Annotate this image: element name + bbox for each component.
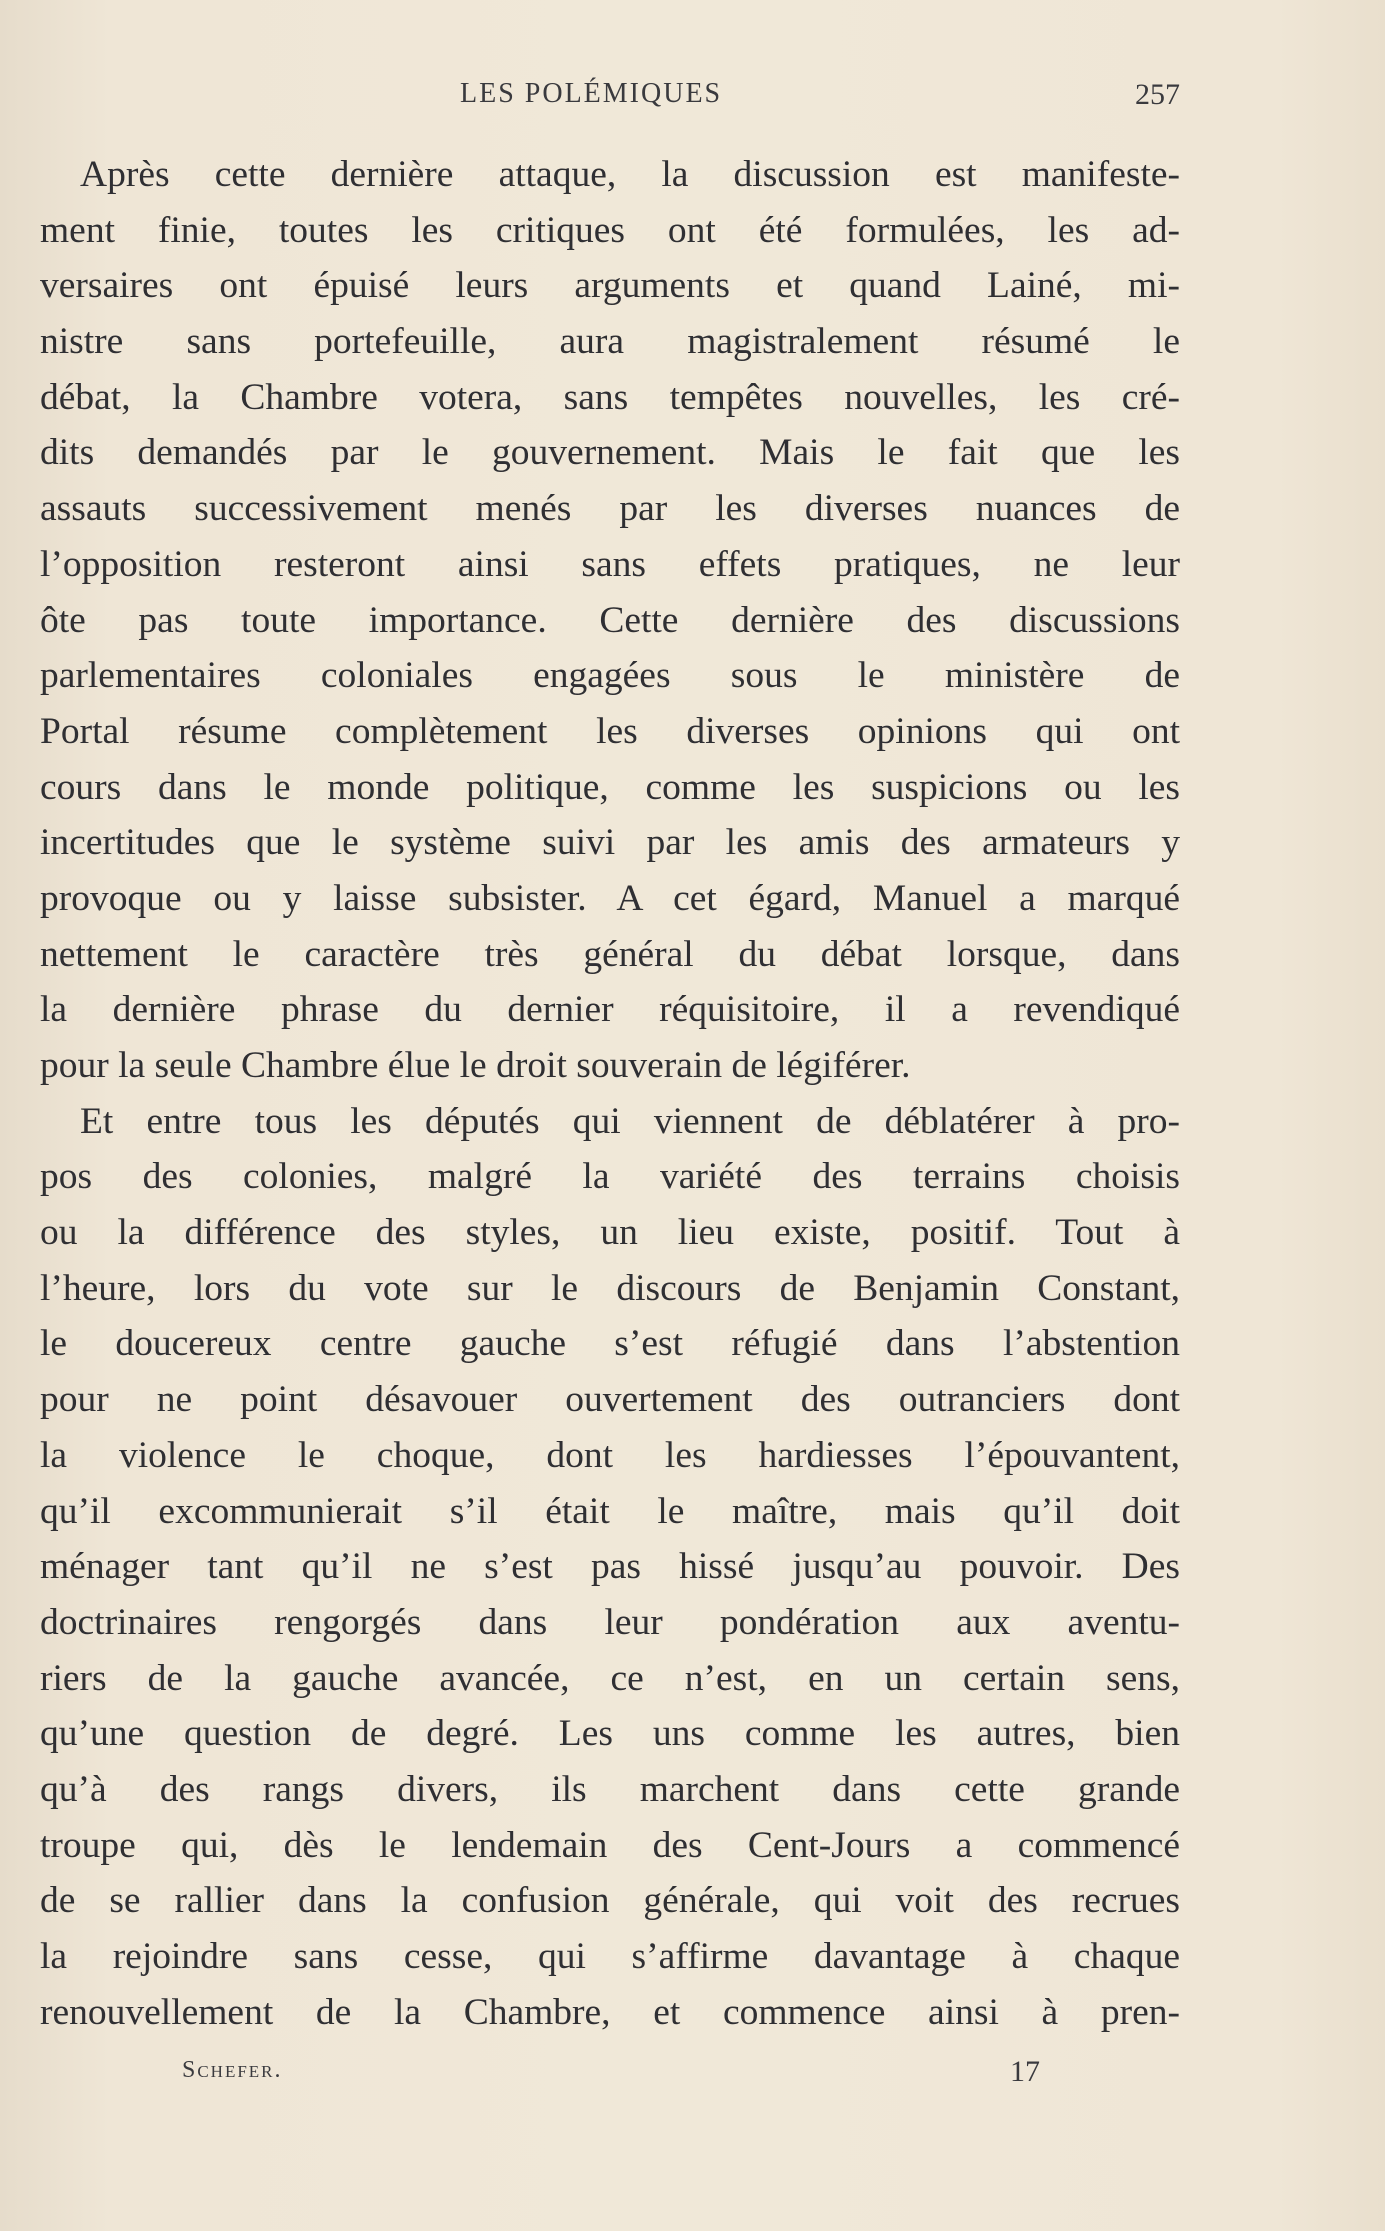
text-line: ment finie, toutes les critiques ont été formulées, les ad-	[40, 209, 1180, 251]
text-line: qu’il excommunierait s’il était le maître, mais qu’il doit	[40, 1490, 1180, 1532]
text-line: cours dans le monde politique, comme les suspicions ou les	[40, 766, 1180, 808]
text-line: la violence le choque, dont les hardiesses l’épouvantent,	[40, 1434, 1180, 1476]
text-line: incertitudes que le système suivi par les amis des armateurs y	[40, 822, 1180, 864]
paragraph-1	[40, 147, 1180, 1094]
text-line: Portal résume complètement les diverses opinions qui ont	[40, 710, 1180, 752]
text-line: pour la seule Chambre élue le droit souverain de légiférer.	[40, 1045, 911, 1086]
text-line: nistre sans portefeuille, aura magistralement résumé le	[40, 321, 1180, 363]
text-line: pour ne point désavouer ouvertement des outranciers dont	[40, 1379, 1180, 1421]
text-line: Après cette dernière attaque, la discussion est manifeste-	[80, 154, 1180, 195]
text-line: la rejoindre sans cesse, qui s’affirme davantage à chaque	[40, 1936, 1180, 1977]
text-line: l’heure, lors du vote sur le discours de Benjamin Constant,	[40, 1267, 1180, 1309]
text-line: riers de la gauche avancée, ce n’est, en un certain sens,	[40, 1657, 1180, 1699]
text-line: renouvellement de la Chambre, et commence ainsi à pren-	[40, 1991, 1180, 2033]
printer-signature: Schefer.	[182, 2057, 283, 2083]
page-number: 257	[1135, 78, 1180, 111]
text-line: doctrinaires rengorgés dans leur pondération aux aventu-	[40, 1601, 1180, 1643]
text-line: débat, la Chambre votera, sans tempêtes nouvelles, les cré-	[40, 376, 1180, 418]
text-line: troupe qui, dès le lendemain des Cent-Jours a commencé	[40, 1824, 1180, 1866]
running-title: LES POLÉMIQUES	[460, 78, 723, 109]
text-line: ménager tant qu’il ne s’est pas hissé jusqu’au pouvoir. Des	[40, 1546, 1180, 1588]
text-line: ôte pas toute importance. Cette dernière des discussions	[40, 599, 1180, 641]
text-line: le doucereux centre gauche s’est réfugié dans l’abstention	[40, 1323, 1180, 1365]
text-line: la dernière phrase du dernier réquisitoire, il a revendiqué	[40, 989, 1180, 1031]
text-line: qu’à des rangs divers, ils marchent dans cette grande	[40, 1768, 1180, 1810]
sheet-number: 17	[1010, 2055, 1040, 2088]
text-line: Et entre tous les députés qui viennent de déblatérer à pro-	[80, 1100, 1180, 1142]
text-line: assauts successivement menés par les diverses nuances de	[40, 488, 1180, 530]
text-line: versaires ont épuisé leurs arguments et quand Lainé, mi-	[40, 265, 1180, 307]
running-head	[40, 78, 1180, 118]
text-line: de se rallier dans la confusion générale, qui voit des recrues	[40, 1880, 1180, 1922]
text-line: ou la différence des styles, un lieu existe, positif. Tout à	[40, 1212, 1180, 1254]
text-line: provoque ou y laisse subsister. A cet égard, Manuel a marqué	[40, 877, 1180, 919]
text-line: nettement le caractère très général du débat lorsque, dans	[40, 933, 1180, 975]
text-line: dits demandés par le gouvernement. Mais le fait que les	[40, 432, 1180, 474]
text-line: qu’une question de degré. Les uns comme les autres, bien	[40, 1713, 1180, 1755]
page-footer	[140, 2055, 1140, 2105]
text-line: l’opposition resteront ainsi sans effets pratiques, ne leur	[40, 543, 1180, 585]
text-line: pos des colonies, malgré la variété des terrains choisis	[40, 1156, 1180, 1198]
text-line: parlementaires coloniales engagées sous le ministère de	[40, 655, 1180, 697]
paragraph-2	[40, 1094, 1180, 2041]
body-text	[40, 147, 1180, 2040]
